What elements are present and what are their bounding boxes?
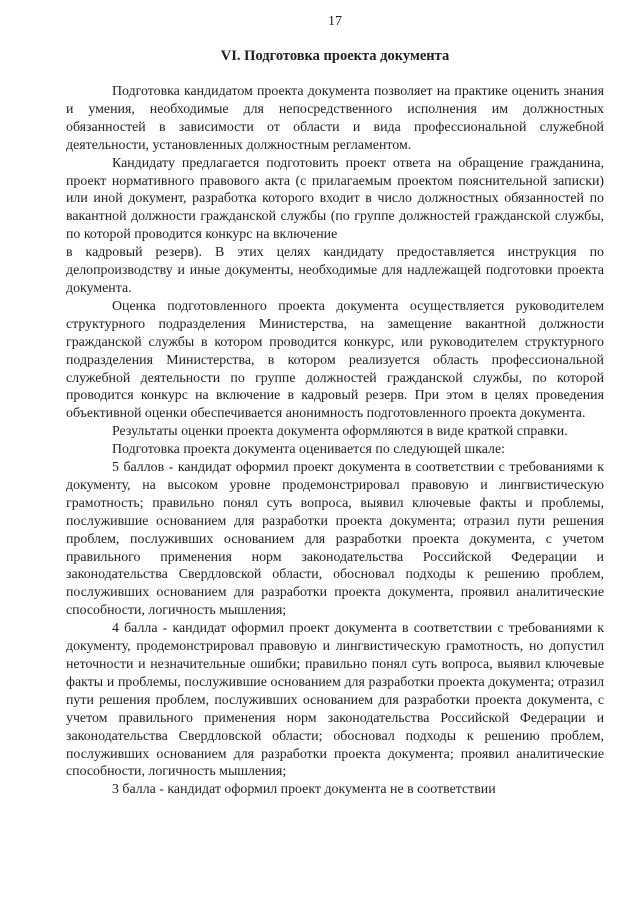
paragraph: Результаты оценки проекта документа оформляются в виде краткой справки.	[112, 424, 568, 440]
paragraph: Оценка подготовленного проекта документа осуществляется руководителем структурного подразделения Министерства, на замещение вакантной должности гражданской службы в котором проводится конкурс, или руководителем структурного подразделения Министерства, в котором реализуется область профессиональной служебной деятельности по группе должностей гражданской службы, по которой проводится конкурс на включение в кадровый резерв. При этом в целях проведения объективной оценки обеспечивается анонимность подготовленного проекта документа.	[66, 298, 604, 422]
paragraph: Подготовка кандидатом проекта документа позволяет на практике оценить знания и умения, необходимые для непосредственного исполнения им должностных обязанностей в зависимости от области и вида профессиональной служебной деятельности, установленных должностным регламентом.	[66, 84, 604, 153]
paragraph-score-3: 3 балла - кандидат оформил проект документа не в соответствии	[112, 782, 496, 798]
paragraph: Кандидату предлагается подготовить проект ответа на обращение гражданина, проект нормативного правового акта (с прилагаемым проектом пояснительной записки) или иной документ, разработка которого входит в число должностных обязанностей по вакантной должности гражданской службы (по группе должностей гражданской службы, по которой проводится конкурс на включение	[66, 155, 604, 243]
paragraph-score-4: 4 балла - кандидат оформил проект документа в соответствии с требованиями к документу, продемонстрировал правовую и лингвистическую грамотность, но допустил неточности и незначительные ошибки; правильно понял суть вопроса, выявил ключевые факты и проблемы, послужившие основанием для разработки проекта документа; отразил пути решения проблем, послуживших основанием для разработки проекта документа, с учетом правильного применения норм законодательства Российской Федерации и законодательства Свердловской области; обосновал подходы к решению проблем, послуживших основанием для разработки проекта документа; проявил аналитические способности, логичность мышления;	[66, 621, 604, 780]
page-number: 17	[328, 14, 342, 29]
paragraph-score-5: 5 баллов - кандидат оформил проект документа в соответствии с требованиями к документу, на высоком уровне продемонстрировал правовую и лингвистическую грамотность; правильно понял суть вопроса, выявил ключевые факты и проблемы, послужившие основанием для разработки проекта документа; отразил пути решения проблем, послуживших основанием для разработки проекта документа, с учетом правильного применения норм законодательства Российской Федерации и законодательства Свердловской области, обосновал подходы к решению проблем, послуживших основанием для разработки проекта документа, проявил аналитические способности, логичность мышления;	[66, 460, 604, 619]
paragraph: Подготовка проекта документа оценивается по следующей шкале:	[112, 442, 505, 458]
section-title: VI. Подготовка проекта документа	[220, 48, 450, 64]
paragraph: в кадровый резерв). В этих целях кандидату предоставляется инструкция по делопроизводству и иные документы, необходимые для надлежащей подготовки проекта документа.	[66, 245, 604, 296]
